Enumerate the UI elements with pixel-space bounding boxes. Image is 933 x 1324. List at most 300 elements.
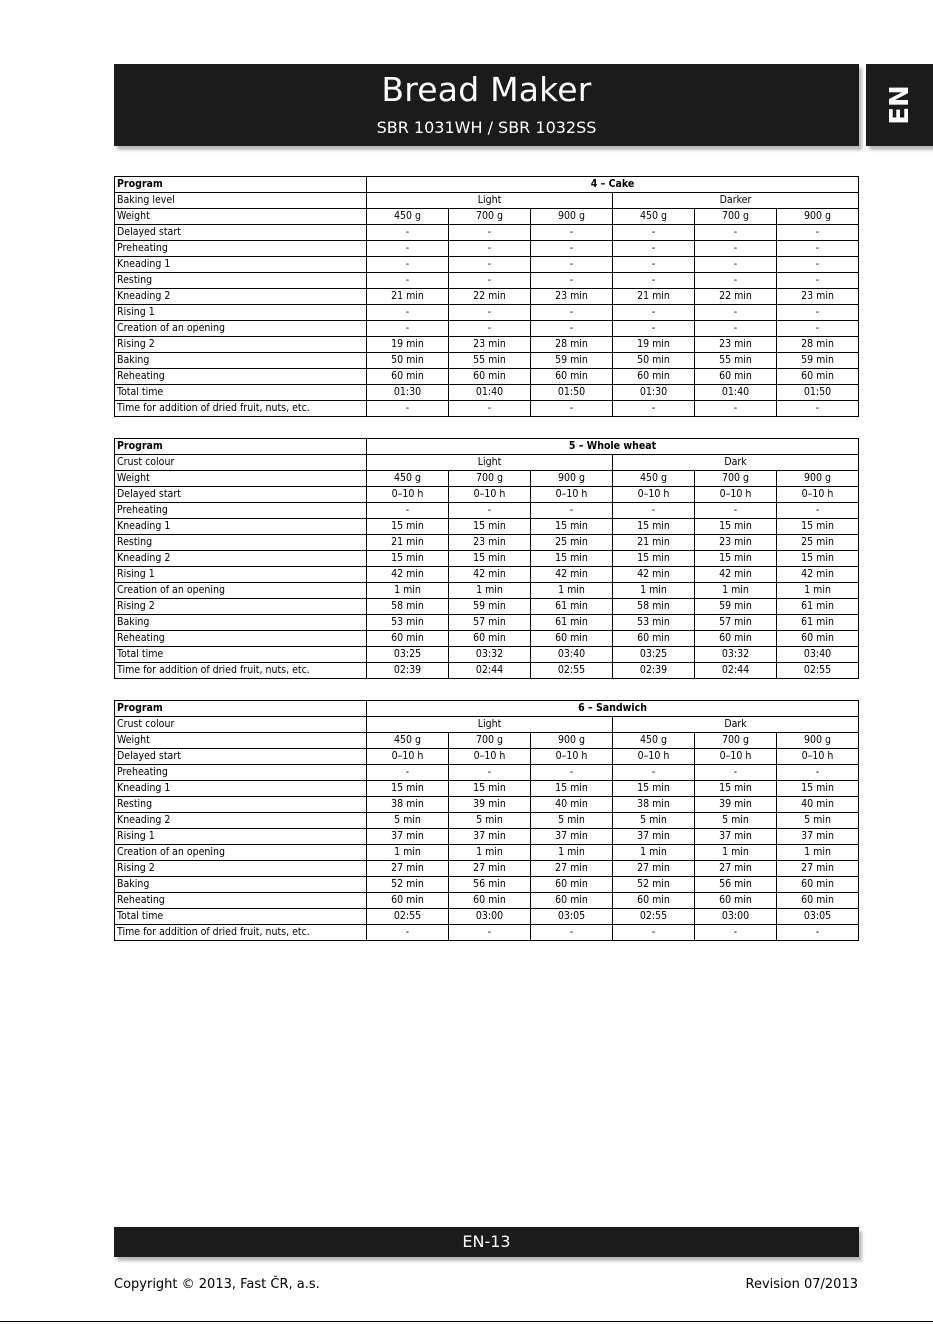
table-cell: 23 min xyxy=(695,535,777,551)
table-cell: - xyxy=(695,273,777,289)
table-cell: 15 min xyxy=(613,519,695,535)
table-cell: - xyxy=(367,503,449,519)
table-cell: 0–10 h xyxy=(449,487,531,503)
table-row xyxy=(115,209,859,225)
table-cell: 1 min xyxy=(367,845,449,861)
table-cell: 5 min xyxy=(531,813,613,829)
table-row xyxy=(115,369,859,385)
program-label: Program xyxy=(115,439,367,455)
table-cell: 450 g xyxy=(613,209,695,225)
table-cell: 03:05 xyxy=(777,909,859,925)
table-cell: 1 min xyxy=(613,845,695,861)
program-row xyxy=(115,701,859,717)
table-cell: - xyxy=(449,241,531,257)
table-cell: 1 min xyxy=(367,583,449,599)
row-label: Creation of an opening xyxy=(115,845,367,861)
table-cell: 0–10 h xyxy=(613,487,695,503)
table-row xyxy=(115,337,859,353)
table-cell: 15 min xyxy=(531,551,613,567)
table-cell: - xyxy=(777,257,859,273)
table-cell: 15 min xyxy=(695,781,777,797)
table-cell: 700 g xyxy=(695,733,777,749)
table-cell: 01:30 xyxy=(613,385,695,401)
table-cell: - xyxy=(695,765,777,781)
table-cell: 19 min xyxy=(367,337,449,353)
table-cell: 60 min xyxy=(613,631,695,647)
table-cell: 52 min xyxy=(613,877,695,893)
table-cell: 60 min xyxy=(531,369,613,385)
table-cell: - xyxy=(531,321,613,337)
table-cell: 60 min xyxy=(367,369,449,385)
table-row xyxy=(115,733,859,749)
table-cell: 700 g xyxy=(695,471,777,487)
table-cell: 37 min xyxy=(531,829,613,845)
table-row xyxy=(115,551,859,567)
table-cell: 900 g xyxy=(777,209,859,225)
table-cell: 58 min xyxy=(613,599,695,615)
table-cell: 59 min xyxy=(777,353,859,369)
table-row xyxy=(115,749,859,765)
table-cell: 37 min xyxy=(449,829,531,845)
table-cell: - xyxy=(695,257,777,273)
page-number-bar xyxy=(114,1227,859,1257)
level-value: Light xyxy=(367,717,613,733)
table-cell: 15 min xyxy=(777,551,859,567)
level-value: Dark xyxy=(613,717,859,733)
table-cell: 02:44 xyxy=(449,663,531,679)
table-row xyxy=(115,877,859,893)
table-cell: 60 min xyxy=(449,893,531,909)
table-cell: - xyxy=(367,925,449,941)
table-cell: - xyxy=(777,925,859,941)
table-cell: 23 min xyxy=(695,337,777,353)
table-row xyxy=(115,765,859,781)
table-row xyxy=(115,829,859,845)
table-row xyxy=(115,909,859,925)
table-cell: - xyxy=(367,305,449,321)
table-cell: 60 min xyxy=(695,893,777,909)
program-name: 5 – Whole wheat xyxy=(367,439,859,455)
row-label: Kneading 2 xyxy=(115,289,367,305)
table-cell: 03:00 xyxy=(449,909,531,925)
table-cell: 60 min xyxy=(449,369,531,385)
row-label: Weight xyxy=(115,733,367,749)
table-cell: - xyxy=(449,401,531,417)
table-cell: - xyxy=(367,257,449,273)
row-label: Resting xyxy=(115,273,367,289)
table-cell: 03:05 xyxy=(531,909,613,925)
table-cell: 60 min xyxy=(777,631,859,647)
table-cell: 60 min xyxy=(449,631,531,647)
table-cell: - xyxy=(695,401,777,417)
table-cell: 57 min xyxy=(695,615,777,631)
table-cell: 39 min xyxy=(695,797,777,813)
table-cell: 27 min xyxy=(695,861,777,877)
table-cell: - xyxy=(777,401,859,417)
table-cell: 02:44 xyxy=(695,663,777,679)
row-label: Kneading 1 xyxy=(115,781,367,797)
table-cell: 1 min xyxy=(449,845,531,861)
table-cell: 60 min xyxy=(777,877,859,893)
table-row xyxy=(115,487,859,503)
table-cell: 1 min xyxy=(449,583,531,599)
row-label: Preheating xyxy=(115,503,367,519)
row-label: Rising 1 xyxy=(115,305,367,321)
table-cell: 42 min xyxy=(449,567,531,583)
table-cell: - xyxy=(777,305,859,321)
table-cell: 03:25 xyxy=(613,647,695,663)
table-cell: - xyxy=(367,241,449,257)
table-cell: 900 g xyxy=(531,733,613,749)
table-cell: - xyxy=(531,305,613,321)
table-cell: 15 min xyxy=(531,519,613,535)
table-cell: 900 g xyxy=(777,733,859,749)
table-cell: - xyxy=(531,925,613,941)
table-cell: 23 min xyxy=(449,535,531,551)
row-label: Total time xyxy=(115,909,367,925)
table-cell: 38 min xyxy=(613,797,695,813)
table-cell: 02:55 xyxy=(613,909,695,925)
language-tab-label: EN xyxy=(884,85,915,125)
table-cell: 02:55 xyxy=(531,663,613,679)
table-cell: 42 min xyxy=(777,567,859,583)
table-cell: - xyxy=(531,241,613,257)
row-label: Rising 2 xyxy=(115,599,367,615)
table-row xyxy=(115,385,859,401)
table-row xyxy=(115,225,859,241)
program-name: 4 – Cake xyxy=(367,177,859,193)
table-cell: 5 min xyxy=(695,813,777,829)
table-cell: 450 g xyxy=(613,733,695,749)
page-number: EN-13 xyxy=(462,1232,511,1251)
table-row xyxy=(115,631,859,647)
program-table-cake xyxy=(114,176,859,417)
table-cell: - xyxy=(613,321,695,337)
table-cell: - xyxy=(613,241,695,257)
table-cell: 15 min xyxy=(367,519,449,535)
table-cell: 52 min xyxy=(367,877,449,893)
table-cell: 15 min xyxy=(613,781,695,797)
document-header xyxy=(114,64,859,146)
table-cell: - xyxy=(695,225,777,241)
table-cell: - xyxy=(777,321,859,337)
table-cell: - xyxy=(777,241,859,257)
table-cell: - xyxy=(449,765,531,781)
table-cell: 57 min xyxy=(449,615,531,631)
document-subtitle: SBR 1031WH / SBR 1032SS xyxy=(376,118,597,137)
program-table-whole-wheat xyxy=(114,438,859,679)
row-label: Kneading 2 xyxy=(115,813,367,829)
table-cell: 700 g xyxy=(449,209,531,225)
table-cell: 60 min xyxy=(367,631,449,647)
row-label: Preheating xyxy=(115,765,367,781)
table-cell: 5 min xyxy=(777,813,859,829)
table-cell: 27 min xyxy=(367,861,449,877)
row-label: Time for addition of dried fruit, nuts, etc. xyxy=(115,925,367,941)
table-row xyxy=(115,401,859,417)
table-cell: 15 min xyxy=(367,781,449,797)
table-cell: - xyxy=(777,503,859,519)
table-cell: 15 min xyxy=(449,551,531,567)
table-row xyxy=(115,647,859,663)
row-label: Rising 2 xyxy=(115,861,367,877)
row-label: Kneading 1 xyxy=(115,519,367,535)
table-cell: 02:39 xyxy=(367,663,449,679)
level-value: Light xyxy=(367,455,613,471)
row-label: Creation of an opening xyxy=(115,583,367,599)
table-cell: 42 min xyxy=(367,567,449,583)
table-row xyxy=(115,583,859,599)
table-cell: 5 min xyxy=(613,813,695,829)
table-cell: 700 g xyxy=(449,733,531,749)
program-name: 6 – Sandwich xyxy=(367,701,859,717)
document-title: Bread Maker xyxy=(381,70,592,109)
table-cell: - xyxy=(367,401,449,417)
table-cell: 03:40 xyxy=(531,647,613,663)
table-row xyxy=(115,663,859,679)
table-cell: - xyxy=(449,925,531,941)
table-cell: 60 min xyxy=(695,369,777,385)
table-cell: 1 min xyxy=(695,845,777,861)
table-cell: - xyxy=(613,401,695,417)
table-row xyxy=(115,615,859,631)
row-label: Delayed start xyxy=(115,225,367,241)
table-cell: 0–10 h xyxy=(777,487,859,503)
table-cell: 02:55 xyxy=(367,909,449,925)
table-cell: 23 min xyxy=(777,289,859,305)
table-row xyxy=(115,925,859,941)
table-row xyxy=(115,257,859,273)
table-cell: - xyxy=(449,305,531,321)
table-cell: 27 min xyxy=(449,861,531,877)
table-cell: 0–10 h xyxy=(695,749,777,765)
level-label: Crust colour xyxy=(115,717,367,733)
table-cell: 01:30 xyxy=(367,385,449,401)
table-cell: 5 min xyxy=(367,813,449,829)
table-cell: 15 min xyxy=(367,551,449,567)
table-cell: - xyxy=(613,225,695,241)
table-cell: 02:55 xyxy=(777,663,859,679)
table-row xyxy=(115,893,859,909)
table-cell: 28 min xyxy=(531,337,613,353)
table-cell: - xyxy=(613,257,695,273)
table-cell: 1 min xyxy=(531,845,613,861)
level-value: Darker xyxy=(613,193,859,209)
table-cell: 15 min xyxy=(613,551,695,567)
row-label: Creation of an opening xyxy=(115,321,367,337)
table-cell: 0–10 h xyxy=(613,749,695,765)
row-label: Time for addition of dried fruit, nuts, etc. xyxy=(115,401,367,417)
revision-text: Revision 07/2013 xyxy=(745,1277,858,1292)
table-cell: 55 min xyxy=(449,353,531,369)
table-cell: 27 min xyxy=(531,861,613,877)
table-cell: 58 min xyxy=(367,599,449,615)
table-cell: 61 min xyxy=(777,599,859,615)
row-label: Weight xyxy=(115,209,367,225)
table-cell: - xyxy=(367,225,449,241)
level-value: Dark xyxy=(613,455,859,471)
table-cell: 1 min xyxy=(695,583,777,599)
table-cell: 25 min xyxy=(777,535,859,551)
row-label: Rising 1 xyxy=(115,829,367,845)
table-cell: 01:50 xyxy=(777,385,859,401)
table-cell: - xyxy=(367,273,449,289)
table-cell: 56 min xyxy=(449,877,531,893)
table-cell: - xyxy=(449,257,531,273)
table-row xyxy=(115,535,859,551)
program-row xyxy=(115,439,859,455)
table-row xyxy=(115,797,859,813)
row-label: Reheating xyxy=(115,893,367,909)
table-cell: 28 min xyxy=(777,337,859,353)
table-cell: 42 min xyxy=(613,567,695,583)
row-label: Baking xyxy=(115,353,367,369)
table-cell: 450 g xyxy=(367,209,449,225)
table-cell: 03:40 xyxy=(777,647,859,663)
table-cell: 21 min xyxy=(367,535,449,551)
table-cell: 56 min xyxy=(695,877,777,893)
table-cell: 22 min xyxy=(449,289,531,305)
row-label: Delayed start xyxy=(115,749,367,765)
table-cell: 60 min xyxy=(531,877,613,893)
row-label: Reheating xyxy=(115,369,367,385)
program-table-sandwich xyxy=(114,700,859,941)
row-label: Preheating xyxy=(115,241,367,257)
table-cell: 0–10 h xyxy=(777,749,859,765)
table-cell: 1 min xyxy=(613,583,695,599)
table-cell: - xyxy=(449,321,531,337)
table-cell: - xyxy=(777,765,859,781)
table-cell: 0–10 h xyxy=(367,749,449,765)
table-cell: - xyxy=(695,241,777,257)
table-cell: 21 min xyxy=(613,535,695,551)
table-cell: - xyxy=(449,225,531,241)
table-cell: 19 min xyxy=(613,337,695,353)
table-cell: 01:50 xyxy=(531,385,613,401)
table-row xyxy=(115,289,859,305)
table-row xyxy=(115,241,859,257)
row-label: Total time xyxy=(115,385,367,401)
table-cell: 37 min xyxy=(613,829,695,845)
table-cell: 23 min xyxy=(449,337,531,353)
table-cell: 60 min xyxy=(777,893,859,909)
table-cell: - xyxy=(531,225,613,241)
table-cell: 450 g xyxy=(613,471,695,487)
table-cell: 40 min xyxy=(777,797,859,813)
table-cell: 0–10 h xyxy=(449,749,531,765)
table-cell: - xyxy=(777,225,859,241)
table-cell: 25 min xyxy=(531,535,613,551)
table-cell: - xyxy=(613,503,695,519)
table-cell: - xyxy=(695,321,777,337)
table-row xyxy=(115,321,859,337)
level-row xyxy=(115,193,859,209)
table-cell: 53 min xyxy=(367,615,449,631)
table-row xyxy=(115,519,859,535)
table-cell: 01:40 xyxy=(449,385,531,401)
table-row xyxy=(115,845,859,861)
table-row xyxy=(115,813,859,829)
table-cell: 59 min xyxy=(531,353,613,369)
table-row xyxy=(115,273,859,289)
table-cell: - xyxy=(367,321,449,337)
copyright-text: Copyright © 2013, Fast ČR, a.s. xyxy=(114,1277,320,1292)
table-cell: 60 min xyxy=(531,631,613,647)
table-cell: - xyxy=(695,925,777,941)
table-cell: 900 g xyxy=(531,471,613,487)
row-label: Baking xyxy=(115,877,367,893)
table-cell: 42 min xyxy=(531,567,613,583)
table-cell: 60 min xyxy=(777,369,859,385)
table-cell: 21 min xyxy=(367,289,449,305)
table-cell: 03:25 xyxy=(367,647,449,663)
level-label: Crust colour xyxy=(115,455,367,471)
table-cell: - xyxy=(695,503,777,519)
table-cell: 1 min xyxy=(531,583,613,599)
table-row xyxy=(115,353,859,369)
table-cell: 03:32 xyxy=(449,647,531,663)
table-cell: - xyxy=(613,925,695,941)
table-cell: 15 min xyxy=(531,781,613,797)
row-label: Rising 1 xyxy=(115,567,367,583)
table-cell: 15 min xyxy=(449,781,531,797)
table-cell: - xyxy=(449,503,531,519)
table-cell: 450 g xyxy=(367,471,449,487)
table-cell: - xyxy=(695,305,777,321)
row-label: Rising 2 xyxy=(115,337,367,353)
table-cell: - xyxy=(449,273,531,289)
table-cell: 61 min xyxy=(777,615,859,631)
table-cell: - xyxy=(531,765,613,781)
table-cell: - xyxy=(531,257,613,273)
table-cell: 60 min xyxy=(531,893,613,909)
table-cell: 1 min xyxy=(777,845,859,861)
table-cell: - xyxy=(531,401,613,417)
table-cell: 23 min xyxy=(531,289,613,305)
table-cell: 900 g xyxy=(777,471,859,487)
table-cell: 61 min xyxy=(531,599,613,615)
table-cell: 15 min xyxy=(695,551,777,567)
table-cell: - xyxy=(613,305,695,321)
table-cell: 27 min xyxy=(777,861,859,877)
table-cell: 60 min xyxy=(695,631,777,647)
table-row xyxy=(115,567,859,583)
level-row xyxy=(115,455,859,471)
row-label: Total time xyxy=(115,647,367,663)
table-cell: 22 min xyxy=(695,289,777,305)
table-row xyxy=(115,305,859,321)
table-row xyxy=(115,503,859,519)
row-label: Delayed start xyxy=(115,487,367,503)
table-cell: 0–10 h xyxy=(367,487,449,503)
row-label: Weight xyxy=(115,471,367,487)
table-cell: 42 min xyxy=(695,567,777,583)
table-cell: 50 min xyxy=(367,353,449,369)
table-cell: 700 g xyxy=(695,209,777,225)
table-cell: 39 min xyxy=(449,797,531,813)
table-cell: 03:00 xyxy=(695,909,777,925)
program-label: Program xyxy=(115,177,367,193)
table-row xyxy=(115,599,859,615)
row-label: Kneading 1 xyxy=(115,257,367,273)
table-cell: - xyxy=(367,765,449,781)
table-cell: 450 g xyxy=(367,733,449,749)
table-cell: 03:32 xyxy=(695,647,777,663)
table-cell: 60 min xyxy=(613,369,695,385)
table-cell: 01:40 xyxy=(695,385,777,401)
table-cell: 700 g xyxy=(449,471,531,487)
table-cell: 21 min xyxy=(613,289,695,305)
